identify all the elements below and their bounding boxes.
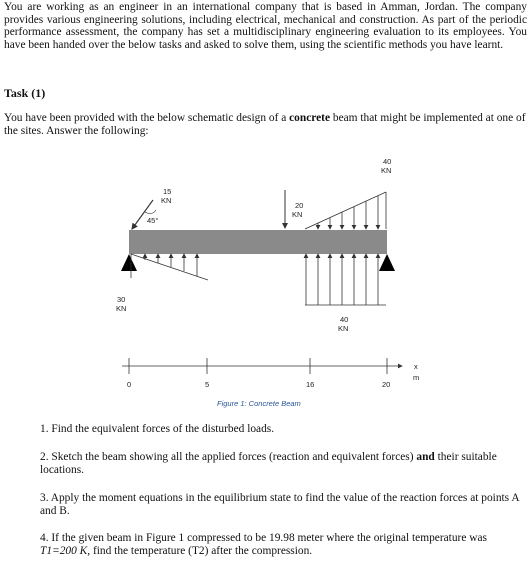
task-desc-bold: concrete <box>289 112 331 124</box>
question-2 <box>40 451 524 476</box>
task-heading: Task (1) <box>4 86 46 100</box>
tick-20: 20 <box>382 380 391 389</box>
top-triangular-load-outline <box>305 192 386 229</box>
axis-unit: m <box>413 373 420 382</box>
question-3: 3. Apply the moment equations in the equilibrium state to find the value of the reaction forces at points A and B. <box>40 492 519 517</box>
intro-paragraph: You are working as an engineer in an international company that is based in Amman, Jordan. The company provides various engineering solutions, including electrical, mechanical and construction. As part of the periodic performance assessment, the company has set a multidisciplinary engineering evaluation to its employees. You have been handed over the below tasks and asked to solve them, using the scientific methods you have learnt. <box>4 1 527 51</box>
bottom-triangular-load-outline <box>131 254 208 280</box>
question-1: 1. Find the equivalent forces of the disturbed loads. <box>40 423 275 435</box>
question-2-text: 2. Sketch the beam showing all the applied forces (reaction and equivalent forces) <box>40 451 417 463</box>
question-4-math: T1=200 K, <box>40 544 91 557</box>
task-description <box>4 112 528 137</box>
support-b <box>379 254 395 271</box>
bottom-uniform-load-arrows <box>306 254 378 305</box>
question-4 <box>40 532 524 557</box>
load-20-value: 20 <box>295 201 304 210</box>
load-30-value: 30 <box>117 295 126 304</box>
question-4-text-end: find the temperature (T2) after the compression. <box>90 544 313 557</box>
question-4-text: 4. If the given beam in Figure 1 compressed to be 19.98 meter where the original temperature was <box>40 532 487 544</box>
load-20-unit: KN <box>292 210 303 219</box>
concrete-beam <box>129 230 387 254</box>
support-a <box>121 254 137 271</box>
axis-variable: x <box>414 362 418 371</box>
task-desc-text: You have been provided with the below schematic design of a <box>4 112 290 124</box>
tick-16: 16 <box>306 380 315 389</box>
load-15-value: 15 <box>163 187 172 196</box>
angle-label: 45° <box>147 216 159 225</box>
load-30-unit: KN <box>116 304 127 313</box>
question-2-text-end: their suitable locations. <box>40 451 497 476</box>
question-2-bold: and <box>416 451 435 463</box>
top-triangular-load-arrows <box>318 196 378 229</box>
load-15-unit: KN <box>161 196 172 205</box>
load-40-bottom-value: 40 <box>340 315 349 324</box>
tick-5: 5 <box>205 380 210 389</box>
load-40-bottom-unit: KN <box>338 324 349 333</box>
angle-arc <box>145 210 156 214</box>
load-40-top-value: 40 <box>383 157 392 166</box>
load-40-top-unit: KN <box>381 166 392 175</box>
figure-caption: Figure 1: Concrete Beam <box>217 399 301 408</box>
bottom-triangular-load-arrows <box>145 254 197 276</box>
tick-0: 0 <box>127 380 132 389</box>
task-desc-text-end: beam that might be implemented at one of the sites. Answer the following: <box>4 112 526 137</box>
beam-figure <box>0 150 531 422</box>
